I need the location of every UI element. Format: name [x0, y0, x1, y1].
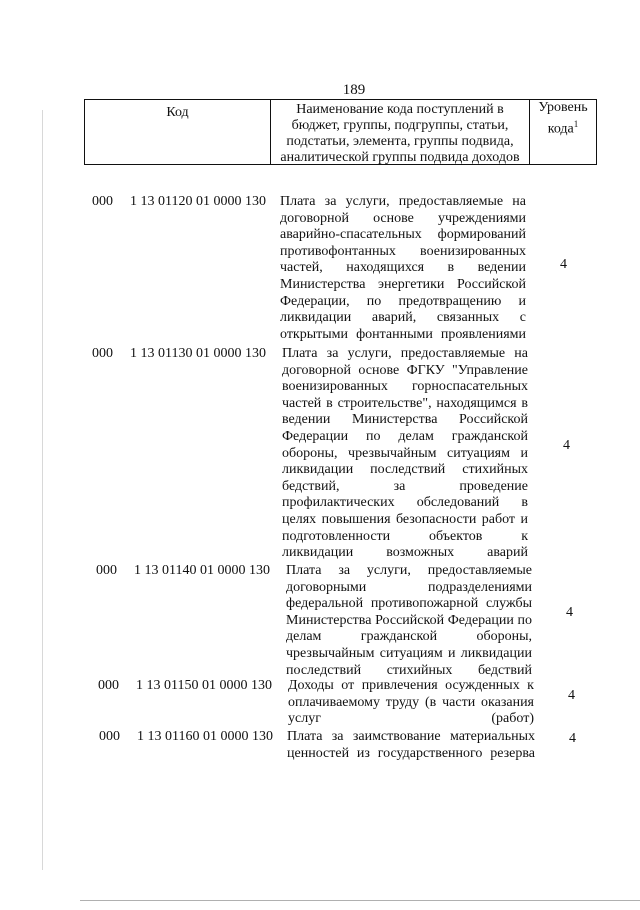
row-level: 4	[566, 605, 573, 620]
row-income-name: Плата за услуги, предоставляемые договорными подразделениями федеральной противопожарной службы Министерства Российской Федерации по делам гражданской обороны, чрезвычайным ситуациям и ликвидации последствий стихийных бедствий	[286, 563, 532, 678]
row-admin-code: 000	[96, 563, 117, 578]
row-income-code: 1 13 01140 01 0000 130	[134, 563, 270, 578]
row-income-code: 1 13 01160 01 0000 130	[137, 729, 273, 744]
row-level: 4	[563, 438, 570, 453]
row-income-name: Плата за услуги, предоставляемые на договорной основе ФГКУ "Управление военизированных горноспасательных частей в строительстве", находящимся в ведении Министерства Российской Федерации по делам гражданской обороны, чрезвычайным ситуациям и ликвидации последствий стихийных бедствий, за проведение профилактических обследований в целях повышения безопасности работ и подготовленности объектов к ликвидации возможных аварий	[282, 346, 528, 561]
row-income-code: 1 13 01150 01 0000 130	[136, 678, 272, 693]
page-number: 189	[342, 82, 366, 98]
row-level: 4	[569, 731, 576, 746]
row-level: 4	[568, 688, 575, 703]
row-income-name: Доходы от привлечения осужденных к оплачиваемому труду (в части оказания услуг (работ)	[288, 678, 534, 727]
row-income-code: 1 13 01130 01 0000 130	[130, 346, 266, 361]
header-level-label: Уровень кода	[538, 100, 588, 137]
header-code: Код	[85, 100, 271, 164]
row-income-name: Плата за услуги, предоставляемые на договорной основе учреждениями аварийно-спасательных формирований противофонтанных военизированных частей, находящихся в ведении Министерства энергетики Российской Федерации, по предотвращению и ликвидации аварий, связанных с открытыми фонтанными проявлениями	[280, 194, 526, 342]
row-admin-code: 000	[92, 194, 113, 209]
scan-edge-bottom	[80, 900, 640, 901]
header-level-footnote: 1	[573, 119, 579, 129]
row-admin-code: 000	[98, 678, 119, 693]
header-level	[530, 100, 596, 164]
row-admin-code: 000	[99, 729, 120, 744]
table-header	[84, 99, 597, 165]
row-level: 4	[560, 257, 567, 272]
scan-edge-left	[42, 110, 43, 870]
row-income-name: Плата за заимствование материальных ценностей из государственного резерва	[287, 729, 535, 761]
row-income-code: 1 13 01120 01 0000 130	[130, 194, 266, 209]
row-admin-code: 000	[92, 346, 113, 361]
header-name: Наименование кода поступлений в бюджет, группы, подгруппы, статьи, подстатьи, элемента, группы подвида, аналитической группы подвида доходов	[271, 100, 530, 164]
